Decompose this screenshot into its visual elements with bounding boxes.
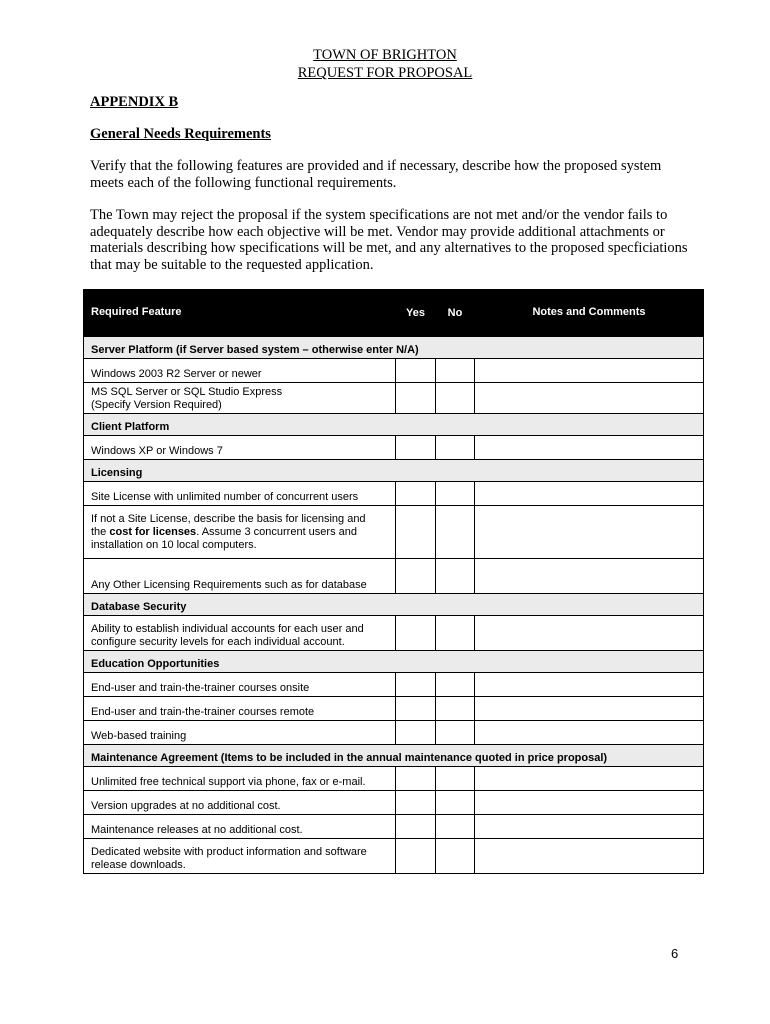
no-cell[interactable] [436,673,475,697]
table-row [84,697,704,721]
no-cell[interactable] [436,359,475,383]
notes-cell[interactable] [475,721,704,745]
feature-cell [84,616,396,651]
appendix-heading: APPENDIX B [90,94,179,110]
notes-cell[interactable] [475,791,704,815]
page-number: 6 [671,946,679,961]
feature-line: MS SQL Server or SQL Studio Express [91,386,283,398]
no-cell[interactable] [436,482,475,506]
notes-cell[interactable] [475,616,704,651]
notes-cell[interactable] [475,673,704,697]
feature-cell [84,383,396,414]
feature-cell [84,506,396,559]
no-cell[interactable] [436,767,475,791]
feature-cell: Maintenance releases at no additional cost. [84,815,396,839]
no-cell[interactable] [436,616,475,651]
yes-cell[interactable] [396,839,436,874]
feature-cell [84,839,396,874]
yes-cell[interactable] [396,482,436,506]
yes-cell[interactable] [396,697,436,721]
no-cell[interactable] [436,791,475,815]
notes-cell[interactable] [475,697,704,721]
section-row-licensing [84,460,704,482]
section-row-maintenance [84,745,704,767]
yes-cell[interactable] [396,616,436,651]
header-no: No [436,290,475,337]
feature-cell: Web-based training [84,721,396,745]
no-cell[interactable] [436,815,475,839]
table-row [84,359,704,383]
no-cell[interactable] [436,506,475,559]
notes-cell[interactable] [475,482,704,506]
notes-cell[interactable] [475,559,704,594]
feature-line: installation on 10 local computers. [91,539,257,551]
feature-line: (Specify Version Required) [91,399,222,411]
section-row-database-security [84,594,704,616]
section-row-server-platform [84,337,704,359]
feature-line [91,526,388,539]
yes-cell[interactable] [396,359,436,383]
notes-cell[interactable] [475,436,704,460]
table-row [84,559,704,594]
feature-emphasis: cost for licenses [109,526,197,538]
header-notes: Notes and Comments [475,290,704,337]
section-row-client-platform [84,414,704,436]
notes-cell[interactable] [475,359,704,383]
section-title: Database Security [84,594,704,616]
notes-cell[interactable] [475,506,704,559]
feature-line: Ability to establish individual accounts for each user and [91,623,364,635]
table-row [84,767,704,791]
table-header-row [84,290,704,337]
yes-cell[interactable] [396,791,436,815]
feature-line: Dedicated website with product information and software [91,846,367,858]
table-row [84,791,704,815]
no-cell[interactable] [436,383,475,414]
table-row [84,383,704,414]
no-cell[interactable] [436,697,475,721]
table-row [84,815,704,839]
header-rfp: REQUEST FOR PROPOSAL [297,65,473,81]
notes-cell[interactable] [475,767,704,791]
no-cell[interactable] [436,436,475,460]
table-row [84,482,704,506]
no-cell[interactable] [436,559,475,594]
no-cell[interactable] [436,839,475,874]
yes-cell[interactable] [396,721,436,745]
feature-line: configure security levels for each individual account. [91,636,345,648]
header-yes: Yes [396,290,436,337]
section-title: Client Platform [84,414,704,436]
feature-text: the [91,526,110,538]
table-row [84,506,704,559]
table-row [84,436,704,460]
header-town: TOWN OF BRIGHTON [313,47,457,63]
table-row [84,721,704,745]
table-row [84,839,704,874]
notes-cell[interactable] [475,815,704,839]
yes-cell[interactable] [396,673,436,697]
header-required-feature: Required Feature [84,290,396,337]
table-row [84,673,704,697]
feature-cell: Version upgrades at no additional cost. [84,791,396,815]
feature-cell: Unlimited free technical support via phone, fax or e-mail. [84,767,396,791]
no-cell[interactable] [436,721,475,745]
feature-cell: End-user and train-the-trainer courses remote [84,697,396,721]
notes-cell[interactable] [475,839,704,874]
intro-paragraph: Verify that the following features are provided and if necessary, describe how the proposed system meets each of the following functional requirements. [90,158,662,191]
section-heading: General Needs Requirements [90,126,271,142]
yes-cell[interactable] [396,815,436,839]
section-title: Licensing [84,460,704,482]
section-row-education [84,651,704,673]
table-row [84,616,704,651]
yes-cell[interactable] [396,767,436,791]
yes-cell[interactable] [396,383,436,414]
feature-cell: Site License with unlimited number of concurrent users [84,482,396,506]
requirements-table [83,289,704,874]
feature-cell: Any Other Licensing Requirements such as for database [84,559,396,594]
feature-line: release downloads. [91,859,186,871]
yes-cell[interactable] [396,436,436,460]
notes-cell[interactable] [475,383,704,414]
rejection-paragraph: The Town may reject the proposal if the system specifications are not met and/or the vendor fails to adequately describe how each objective will be met. Vendor may provide additional attachments or materials describing how specifications will be met, and any alternatives to the proposed specficiations that may be suitable to the requested application. [90,207,688,273]
section-title: Maintenance Agreement (Items to be included in the annual maintenance quoted in price proposal) [84,745,704,767]
feature-cell: Windows 2003 R2 Server or newer [84,359,396,383]
yes-cell[interactable] [396,506,436,559]
feature-cell: Windows XP or Windows 7 [84,436,396,460]
yes-cell[interactable] [396,559,436,594]
feature-text: . Assume 3 concurrent users and [196,526,357,538]
section-title: Education Opportunities [84,651,704,673]
feature-line: If not a Site License, describe the basis for licensing and [91,513,366,525]
feature-cell: End-user and train-the-trainer courses onsite [84,673,396,697]
section-title: Server Platform (if Server based system – otherwise enter N/A) [84,337,704,359]
